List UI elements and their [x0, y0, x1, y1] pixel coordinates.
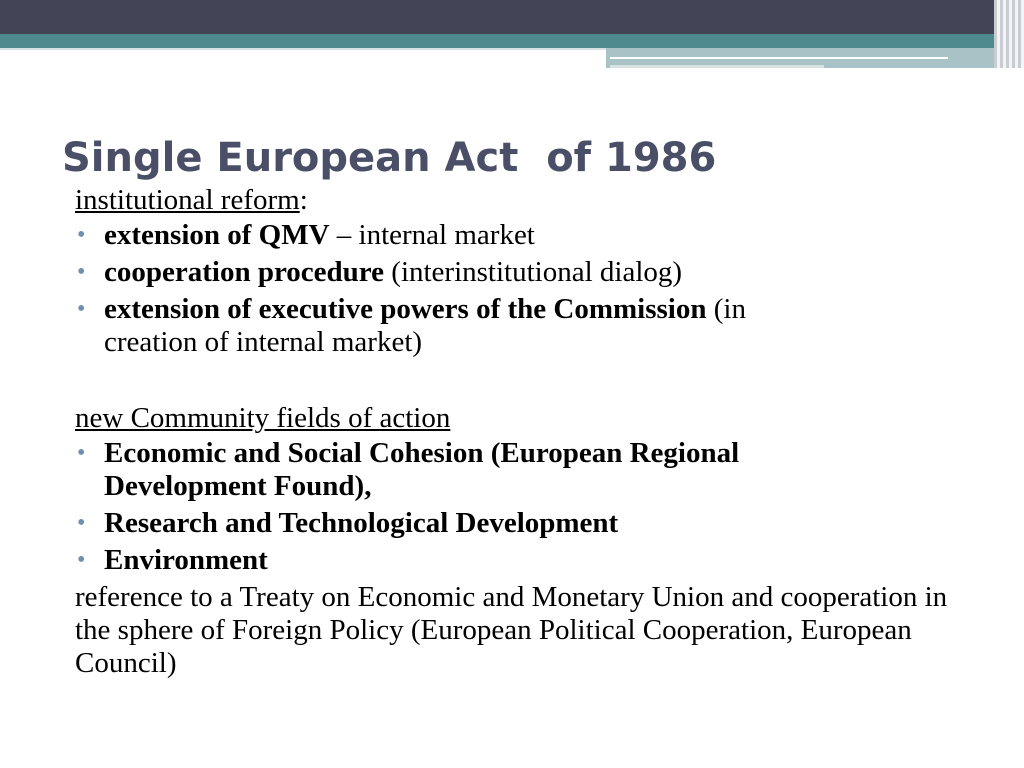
header-banner-dark — [0, 0, 1024, 34]
section-heading: institutional reform — [75, 184, 300, 216]
bullet-icon: • — [77, 440, 86, 466]
list-item — [75, 507, 975, 540]
list-item — [75, 219, 975, 252]
header-banner-line — [610, 65, 824, 68]
list-item — [75, 256, 975, 289]
bullet-icon: • — [77, 510, 86, 536]
slide-content — [75, 184, 975, 680]
section-institutional-reform-heading — [75, 184, 975, 217]
bullet-icon: • — [77, 547, 86, 573]
header-corner-stripes — [994, 0, 1024, 68]
header-banner-line — [610, 57, 948, 59]
bullet-icon: • — [77, 296, 86, 322]
bullet-icon: • — [77, 259, 86, 285]
list-item-bold: Research and Technological Development — [104, 507, 619, 539]
list-item-bold: extension of QMV — [104, 219, 330, 251]
list-item-bold: Environment — [104, 544, 268, 576]
section-spacer — [75, 363, 975, 402]
institutional-reform-list — [75, 219, 975, 359]
list-item-bold: cooperation procedure — [104, 256, 385, 288]
header-banner-line — [0, 48, 606, 50]
list-item — [75, 293, 804, 359]
section-heading: new Community fields of action — [75, 402, 451, 434]
slide-title: Single European Act of 1986 — [62, 135, 717, 181]
section-heading-suffix: : — [299, 184, 308, 216]
list-item — [75, 437, 864, 503]
new-fields-list — [75, 437, 975, 577]
bullet-icon: • — [77, 222, 86, 248]
list-item-text: (in creation of internal market) — [104, 293, 746, 358]
list-item-text: – internal market — [329, 219, 535, 251]
closing-paragraph: reference to a Treaty on Economic and Monetary Union and cooperation in the sphere of Foreign Policy (European Political Cooperation, European Council) — [75, 581, 948, 679]
list-item-bold: Economic and Social Cohesion (European Regional Development Found), — [104, 437, 740, 502]
list-item — [75, 544, 975, 577]
header-banner-teal — [0, 34, 1024, 48]
section-new-fields-heading — [75, 402, 975, 435]
list-item-text: (interinstitutional dialog) — [384, 256, 683, 288]
list-item-bold: extension of executive powers of the Commission — [104, 293, 707, 325]
